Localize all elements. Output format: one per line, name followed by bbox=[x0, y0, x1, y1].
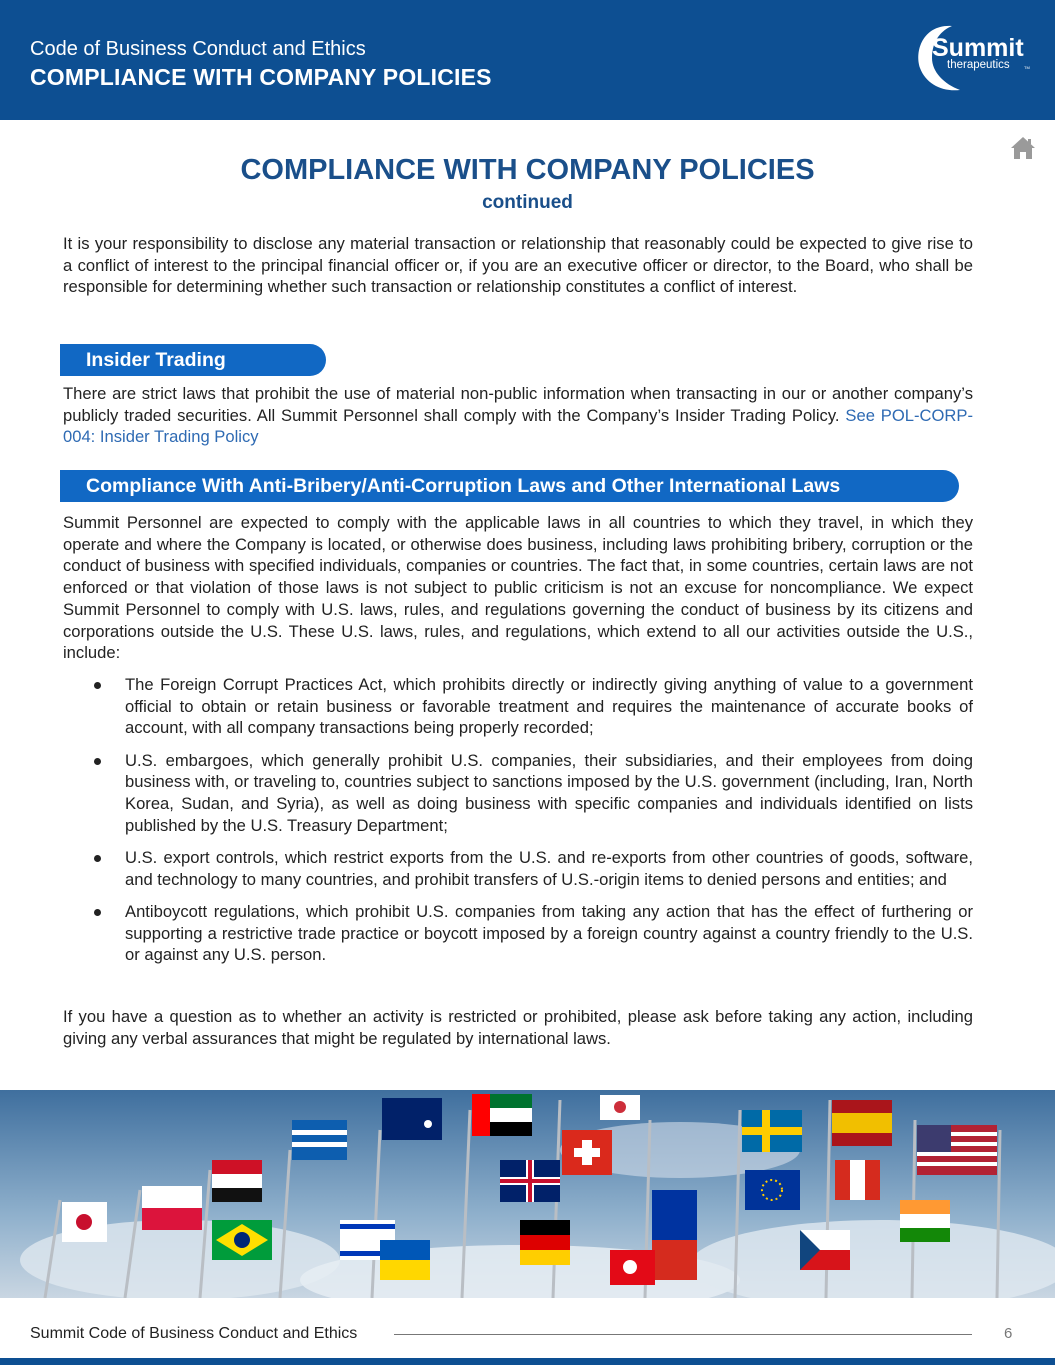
intro-paragraph: It is your responsibility to disclose any material transaction or relationship that reasonably could be expected to give rise to a conflict of interest to the principal financial officer or, if you are an executive officer or director, to the Board, who shall be responsible for determining whether such transaction or relationship constitutes a conflict of interest. bbox=[63, 234, 973, 297]
bullet-icon bbox=[94, 855, 101, 862]
summit-logo bbox=[912, 20, 1032, 94]
header-subtitle: Code of Business Conduct and Ethics bbox=[30, 38, 366, 60]
insider-trading-policy-link[interactable]: See POL-CORP-004: Insider Trading Policy bbox=[63, 405, 973, 447]
insider-trading-heading-label: Insider Trading bbox=[86, 349, 226, 371]
insider-trading-heading bbox=[60, 344, 326, 376]
page-number: 6 bbox=[1004, 1325, 1013, 1342]
anti-bribery-paragraph: Summit Personnel are expected to comply with the applicable laws in all countries to which they travel, in which they operate and where the Company is located, or otherwise does business, including laws prohibiting bribery, corruption or the conduct of business with specified individuals, companies or countries. The fact that, in some countries, certain laws are not enforced or that violation of those laws is not subject to public criticism is not an excuse for noncompliance. We expect Summit Personnel to comply with U.S. laws, rules, and regulations governing the conduct of business by its citizens and corporations outside the U.S. These U.S. laws, rules, and regulations, which extend to all our activities outside the U.S., include: bbox=[63, 513, 973, 663]
list-item: The Foreign Corrupt Practices Act, which prohibits directly or indirectly giving anything of value to a government official to obtain or retain business or favorable treatment and requires the maintenance of accurate books of account, with all company transactions being properly recorded; bbox=[63, 674, 973, 739]
bullet-icon bbox=[94, 909, 101, 916]
header-title: COMPLIANCE WITH COMPANY POLICIES bbox=[30, 64, 492, 90]
insider-trading-paragraph bbox=[63, 383, 973, 448]
footer-title: Summit Code of Business Conduct and Ethics bbox=[30, 1325, 358, 1342]
insider-trading-text: There are strict laws that prohibit the use of material non-public information when transacting in our or another company’s publicly traded securities. All Summit Personnel shall comply with the Company’s Insider Trading Policy. bbox=[63, 384, 973, 425]
anti-bribery-heading bbox=[60, 470, 959, 502]
international-flags-photo bbox=[0, 1090, 1055, 1298]
logo-trademark: TM bbox=[1024, 65, 1030, 70]
bullet-icon bbox=[94, 758, 101, 765]
footer-divider bbox=[394, 1334, 972, 1335]
laws-list bbox=[63, 674, 973, 976]
page-subtitle: continued bbox=[482, 192, 573, 213]
list-item: Antiboycott regulations, which prohibit U.S. companies from taking any action that has the effect of furthering or supporting a restrictive trade practice or boycott imposed by a foreign country against a country friendly to the U.S. or against any U.S. person. bbox=[63, 901, 973, 966]
footer-bar bbox=[0, 1358, 1055, 1365]
logo-tagline: therapeutics bbox=[947, 59, 1010, 71]
list-item: U.S. export controls, which restrict exports from the U.S. and re-exports from other countries of goods, software, and technology to many countries, and prohibit transfers of U.S.-origin items to denied persons and entities; and bbox=[63, 847, 973, 890]
anti-bribery-heading-label: Compliance With Anti-Bribery/Anti-Corruption Laws and Other International Laws bbox=[86, 475, 841, 497]
closing-paragraph: If you have a question as to whether an activity is restricted or prohibited, please ask before taking any action, including giving any verbal assurances that might be regulated by international laws. bbox=[63, 1007, 973, 1048]
list-item: U.S. embargoes, which generally prohibit U.S. companies, their subsidiaries, and their employees from doing business with, or traveling to, countries subject to sanctions imposed by the U.S. government (including, Iran, North Korea, Sudan, and Syria), as well as doing business with specific companies and individuals identified on lists published by the U.S. Treasury Department; bbox=[63, 750, 973, 837]
page-title: COMPLIANCE WITH COMPANY POLICIES bbox=[240, 154, 815, 186]
page-header bbox=[0, 0, 1055, 120]
bullet-icon bbox=[94, 682, 101, 689]
logo-name: Summit bbox=[932, 34, 1024, 62]
